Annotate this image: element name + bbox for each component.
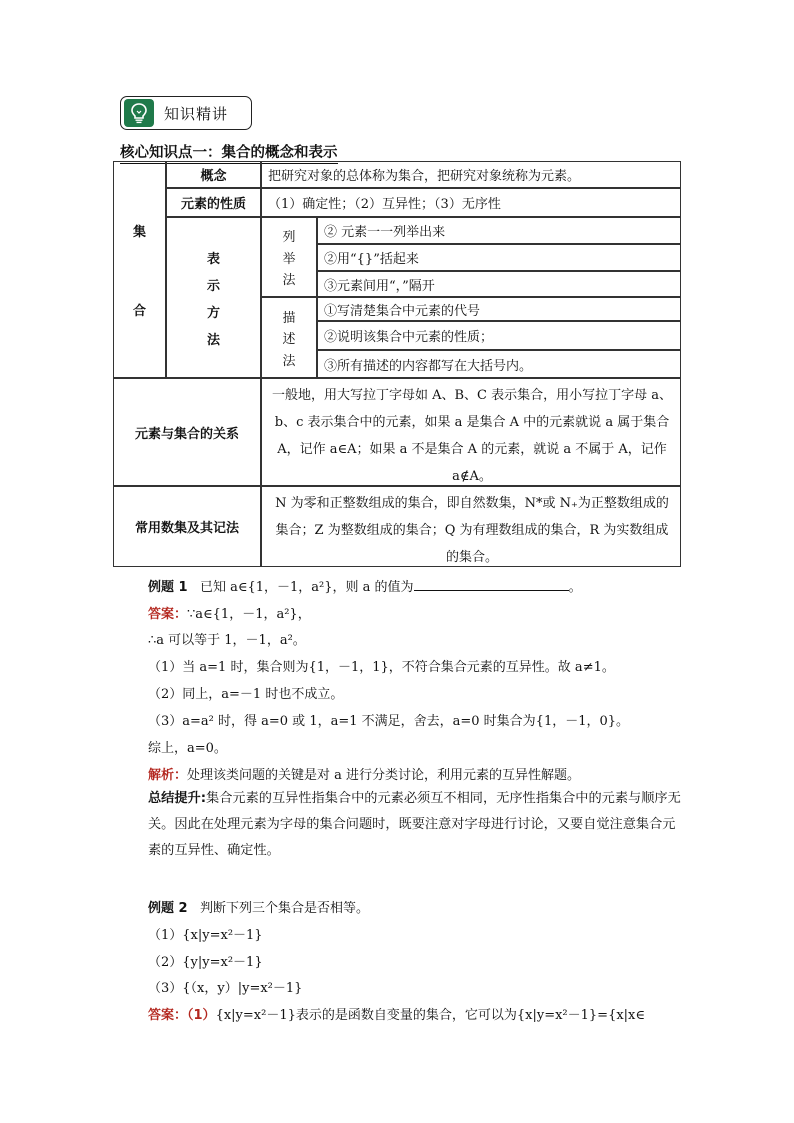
list-char-1: 列 [282, 230, 296, 245]
list-char-2: 举 [282, 251, 296, 267]
desc-char-3: 法 [282, 353, 296, 369]
desc-char-1: 描 [282, 310, 296, 326]
example1-line-3: （1）当 a=1 时，集合则为{1，－1，1}，不符合集合元素的互异性。故 a≠1。 [148, 660, 615, 675]
example2-question [148, 897, 369, 916]
summary-label: 总结提升: [148, 791, 207, 806]
example2-label: 例题 2 [148, 901, 188, 916]
answer-blank [414, 577, 569, 591]
example2-answer-num: （1） [187, 1008, 216, 1023]
repr-char-3: 方 [206, 305, 220, 321]
description-method-label-cell [261, 297, 317, 378]
set-char-2: 合 [132, 303, 146, 319]
description-item-3: ③所有描述的内容都写在大括号内。 [317, 350, 681, 378]
concept-label: 概念 [166, 161, 261, 188]
example1-label: 例题 1 [148, 580, 188, 595]
listing-method-label-cell [261, 217, 317, 297]
description-item-1: ①写清楚集合中元素的代号 [317, 297, 681, 321]
example2-question-text: 判断下列三个集合是否相等。 [199, 901, 369, 916]
example2-item-1: （1）{x|y=x²－1} [148, 928, 263, 943]
analysis-label: 解析： [148, 768, 188, 783]
relation-text: 一般地，用大写拉丁字母如 A、B、C 表示集合，用小写拉丁字母 a、b、c 表示集合中的元素，如果 a 是集合 A 中的元素就说 a 属于集合 A，记作 a∈A；如果 a 不是集合 A 的元素，就说 a 不属于 A，记作 a∉A。 [261, 378, 681, 486]
lightbulb-icon [124, 99, 154, 127]
answer-label: 答案： [148, 607, 188, 622]
repr-char-2: 示 [206, 278, 220, 294]
answer-line-1: ∵a∈{1，－1，a²}， [187, 607, 311, 622]
analysis-text: 处理该类问题的关键是对 a 进行分类讨论，利用元素的互异性解题。 [187, 768, 581, 783]
example2-answer-text: {x|y=x²－1}表示的是函数自变量的集合，它可以为{x|y=x²－1}={x|x∈ [215, 1008, 646, 1023]
repr-char-1: 表 [206, 251, 220, 267]
properties-label: 元素的性质 [166, 188, 261, 217]
listing-item-1: ② 元素一一列举出来 [317, 217, 681, 244]
example1-line-4: （2）同上，a=－1 时也不成立。 [148, 687, 344, 702]
relation-label: 元素与集合的关系 [113, 378, 261, 486]
example1-line-6: 综上，a=0。 [148, 741, 227, 756]
repr-char-4: 法 [206, 332, 220, 348]
example1-line-2: ∴a 可以等于 1，－1，a²。 [148, 633, 306, 648]
listing-item-3: ③元素间用“，”隔开 [317, 271, 681, 297]
example2-item-2: （2）{y|y=x²－1} [148, 955, 263, 970]
example1-question-text: 已知 a∈{1，－1，a²}，则 a 的值为 [199, 580, 414, 595]
summary-text: 集合元素的互异性指集合中的元素必须互不相同，无序性指集合中的元素与顺序无关。因此在处理元素为字母的集合问题时，既要注意对字母进行讨论，又要自觉注意集合元素的互异性、确定性。 [148, 791, 681, 858]
section-title: 核心知识点一：集合的概念和表示 [120, 141, 338, 162]
number-sets-label: 常用数集及其记法 [113, 486, 261, 567]
example2-answer-label: 答案： [148, 1008, 188, 1023]
example2-answer [148, 1004, 645, 1023]
listing-item-2: ②用“{}”括起来 [317, 244, 681, 271]
example1-line-5: （3）a=a² 时，得 a=0 或 1，a=1 不满足，舍去，a=0 时集合为{1，－1，0}。 [148, 714, 630, 729]
properties-text: （1）确定性；（2）互异性；（3）无序性 [261, 188, 681, 217]
number-sets-text: N 为零和正整数组成的集合，即自然数集，N*或 N₊为正整数组成的集合；Z 为整数组成的集合；Q 为有理数组成的集合，R 为实数组成的集合。 [261, 486, 681, 567]
desc-char-2: 述 [282, 332, 296, 347]
set-column-cell [113, 161, 166, 378]
concept-table [113, 161, 681, 567]
section-header [120, 96, 252, 130]
list-char-3: 法 [282, 273, 296, 288]
question-end: 。 [568, 580, 582, 595]
concept-text: 把研究对象的总体称为集合，把研究对象统称为元素。 [261, 161, 681, 188]
example1-answer-line [148, 603, 311, 622]
description-item-2: ②说明该集合中元素的性质； [317, 321, 681, 350]
representation-label-cell [166, 217, 261, 378]
example2-item-3: （3）{（x，y）|y=x²－1} [148, 981, 303, 996]
example1-question [148, 576, 582, 595]
example1-analysis [148, 764, 580, 783]
header-title: 知识精讲 [164, 104, 229, 123]
set-char-1: 集 [132, 224, 146, 240]
example1-summary [148, 786, 688, 864]
